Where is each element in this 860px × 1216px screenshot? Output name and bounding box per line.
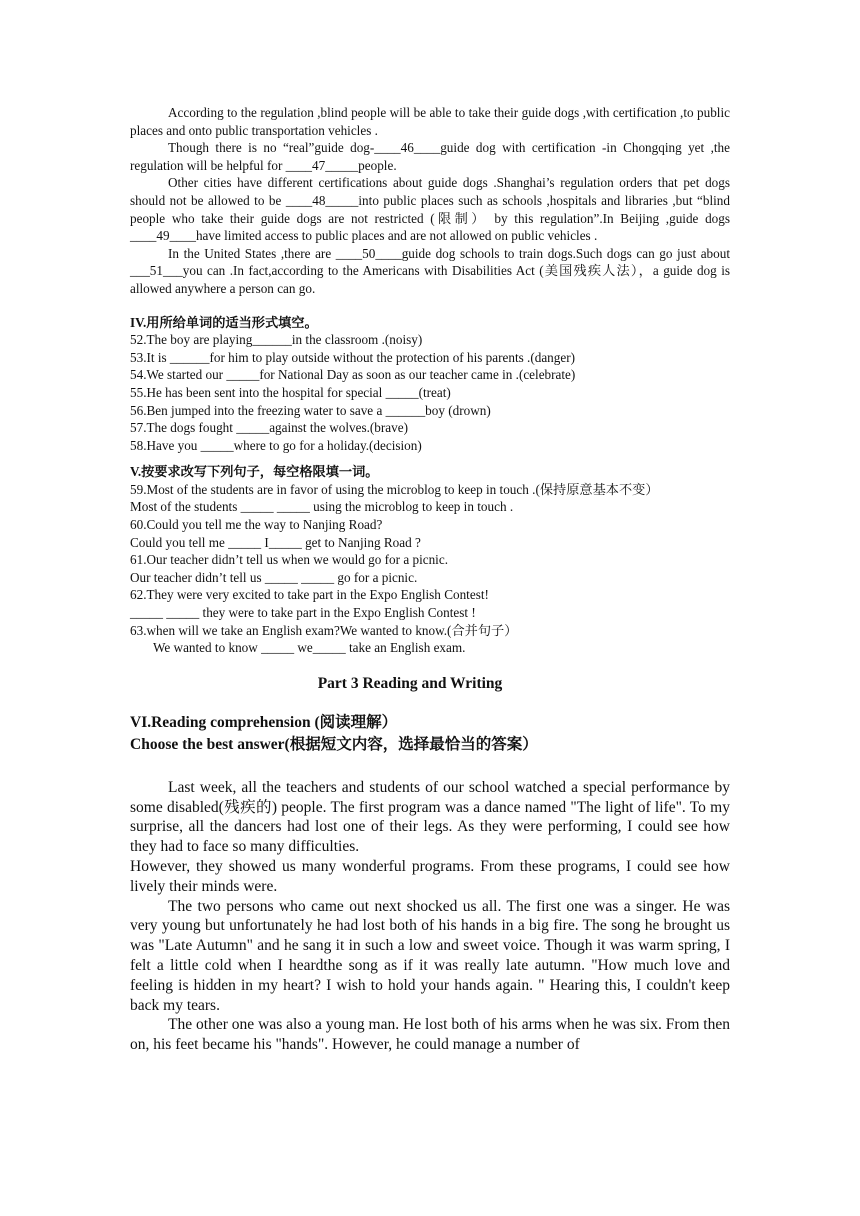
passage1-paragraph: Though there is no “real”guide dog-____46____guide dog with certification -in Chongqing yet ,the regulation will be helpful for ____47_____people. — [130, 140, 730, 173]
section5-title: V.按要求改写下列句子，每空格限填一词。 — [130, 464, 379, 480]
section4-item: 52.The boy are playing______in the classroom .(noisy) — [130, 332, 423, 348]
passage2-paragraph: The other one was also a young man. He lost both of his arms when he was six. From then on, his feet became his "hands". However, he could manage a number of — [130, 1016, 730, 1054]
section6-title: VI.Reading comprehension (阅读理解） — [130, 713, 398, 731]
passage1-paragraph: In the United States ,there are ____50____guide dog schools to train dogs.Such dogs can go just about ___51___you can .In fact,according to the Americans with Disabilities Act (美国残疾人法），a guide dog is allowed anywhere a person can go. — [130, 245, 730, 296]
section5-item: 59.Most of the students are in favor of using the microblog to keep in touch .(保持原意基本不变） — [130, 481, 659, 497]
section4-item: 53.It is ______for him to play outside without the protection of his parents .(danger) — [130, 349, 575, 365]
section4-item: 55.He has been sent into the hospital for special _____(treat) — [130, 384, 451, 400]
section4-item: 54.We started our _____for National Day as soon as our teacher came in .(celebrate) — [130, 367, 576, 383]
section6-subtitle: Choose the best answer(根据短文内容，选择最恰当的答案） — [130, 735, 538, 753]
section5-item: We wanted to know _____ we_____ take an English exam. — [153, 640, 466, 656]
section5-item: 63.when will we take an English exam?We wanted to know.(合并句子） — [130, 622, 518, 638]
passage1-paragraph: According to the regulation ,blind people will be able to take their guide dogs ,with certification ,to public places and onto public transportation vehicles . — [130, 105, 730, 138]
section5-item: 62.They were very excited to take part in the Expo English Contest! — [130, 587, 489, 603]
section5-item: Our teacher didn’t tell us _____ _____ go for a picnic. — [130, 569, 418, 585]
section5-item: 61.Our teacher didn’t tell us when we would go for a picnic. — [130, 552, 449, 568]
section4-title: IV.用所给单词的适当形式填空。 — [130, 314, 318, 330]
passage1-paragraph: Other cities have different certifications about guide dogs .Shanghai’s regulation orders that pet dogs should not be allowed to be ____48_____into public places such as schools ,hospitals and libraries ,but “blind people who take their guide dogs are not restricted (限制） by this regulation”.In Beijing ,guide dogs ____49____have limited access to public places and are not allowed on public vehicles . — [130, 175, 730, 244]
document-page — [130, 104, 730, 1055]
section5-item: Could you tell me _____ I_____ get to Nanjing Road ? — [130, 534, 421, 550]
section5-item: _____ _____ they were to take part in the Expo English Contest ! — [130, 605, 476, 621]
part3-heading: Part 3 Reading and Writing — [317, 674, 503, 692]
section5-item: 60.Could you tell me the way to Nanjing Road? — [130, 517, 383, 533]
section5-item: Most of the students _____ _____ using the microblog to keep in touch . — [130, 499, 514, 515]
passage2-paragraph: Last week, all the teachers and students of our school watched a special performance by some disabled(残疾的) people. The first program was a dance named "The light of life". To my surprise, all the dancers had lost one of their legs. As they were performing, I could see how they had to face so many difficulties. — [130, 778, 730, 856]
section4-item: 57.The dogs fought _____against the wolves.(brave) — [130, 420, 408, 436]
section4-item: 56.Ben jumped into the freezing water to save a ______boy (drown) — [130, 402, 491, 418]
passage2-paragraph: The two persons who came out next shocked us all. The first one was a singer. He was very young but unfortunately he had lost both of his hands in a big fire. The song he brought us was "Late Autumn" and he sang it in such a low and sweet voice. Though it was warm spring, I felt a little cold when I heardthe song as if it was really late autumn. "How much love and feeling is hidden in my heart? I wish to hold your hands again. " Hearing this, I couldn't keep back my tears. — [130, 897, 730, 1014]
section4-item: 58.Have you _____where to go for a holiday.(decision) — [130, 437, 422, 453]
passage2-paragraph: However, they showed us many wonderful programs. From these programs, I could see how lively their minds were. — [130, 858, 730, 895]
